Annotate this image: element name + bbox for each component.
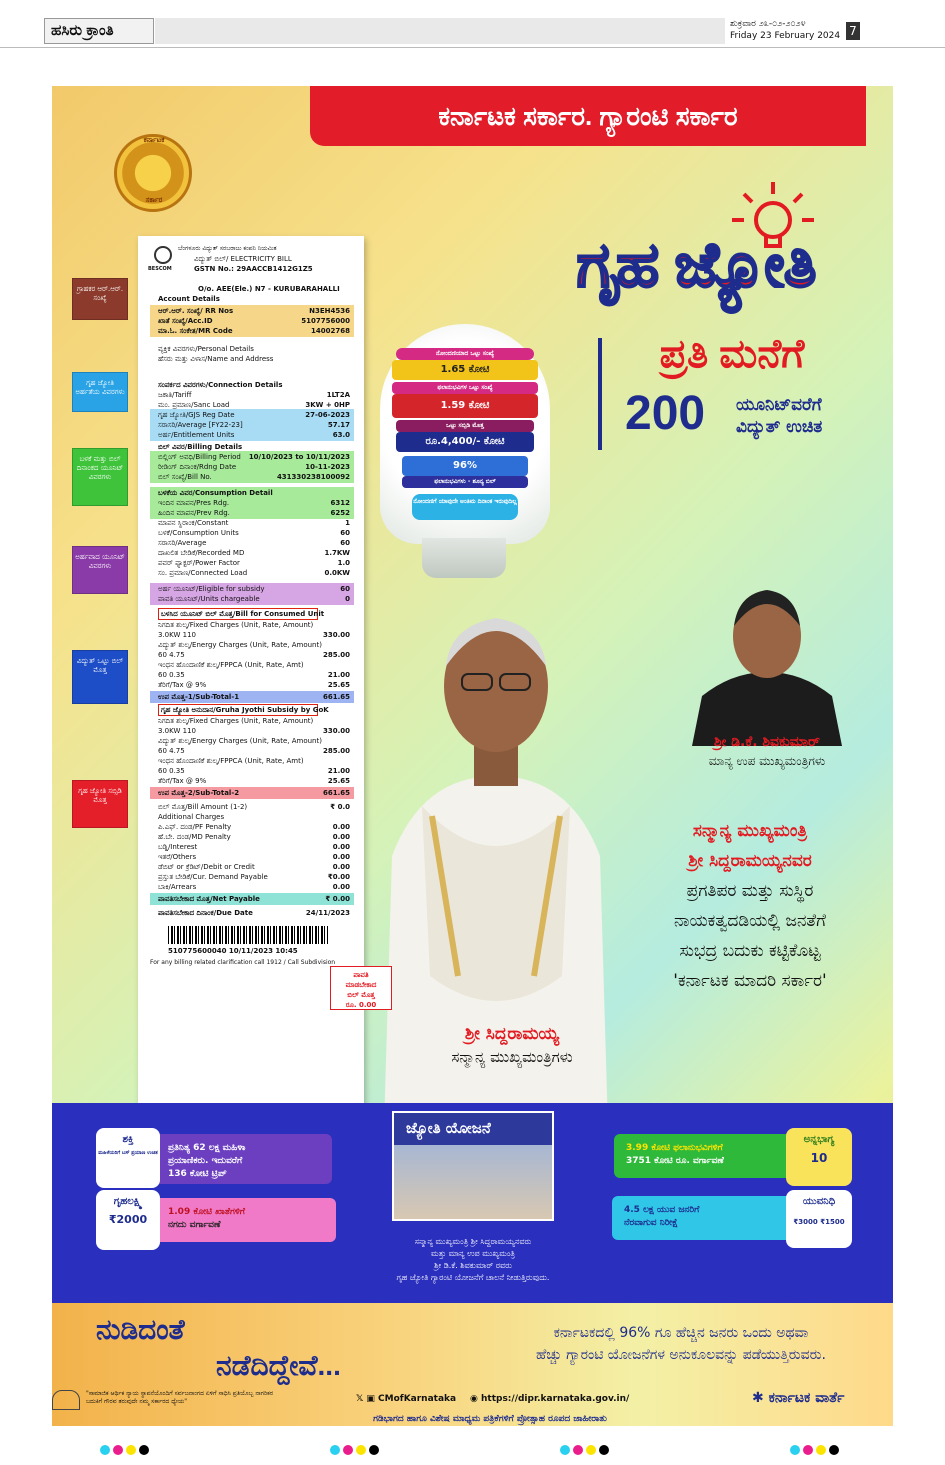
bill-heading: ಸಂಪರ್ಕದ ವಿವರಗಳು/Connection Details	[158, 381, 283, 389]
cyan-mark	[790, 1445, 800, 1455]
page-number: 7	[846, 22, 860, 40]
date-english: Friday 23 February 2024	[730, 31, 841, 41]
caption-line-3: ಶ್ರೀ ಡಿ.ಕೆ. ಶಿವಕುಮಾರ್ ರವರು	[434, 1261, 512, 1270]
slogan-line-2: ನಡೆದಿದ್ದೇವೆ...	[216, 1350, 341, 1381]
units-line-2: ವಿದ್ಯುತ್ ಉಚಿತ	[736, 417, 823, 437]
bill-row-label: ಜಕಾತಿ/Tariff	[158, 391, 192, 399]
gruhalakshmi-icon	[96, 1190, 160, 1250]
bill-row-value: 6312	[330, 499, 350, 507]
bill-row-value: N3EH4536	[309, 307, 350, 315]
bill-row-value: 57.17	[327, 421, 350, 429]
bill-row-label: ಇಂಧನ ಹೊಂದಾಣಿಕೆ ಶುಲ್ಕ/FPPCA (Unit, Rate, Amt)	[158, 661, 304, 669]
bill-row-label: ಬಿಲ್ ಮೊತ್ತ/Bill Amount (1-2)	[158, 803, 248, 811]
vidhana-soudha-icon	[52, 1390, 80, 1410]
magenta-mark	[573, 1445, 583, 1455]
yellow-mark	[816, 1445, 826, 1455]
bescom-logo-icon	[154, 246, 172, 264]
bill-row-label: ನಿಗದಿತ ಶುಲ್ಕ/Fixed Charges (Unit, Rate, Amount)	[158, 717, 314, 725]
masthead-strip	[155, 18, 725, 44]
slogan-line-1: ನುಡಿದಂತೆ	[96, 1314, 185, 1345]
x-icon: 𝕏 ▣	[356, 1394, 375, 1404]
yuva-icon-label: ಯುವನಿಧಿ	[802, 1196, 836, 1207]
bill-heading: ಬಳಸಿದ ಯೂನಿಟ್ ಬಿಲ್ ಮೊತ್ತ/Bill for Consumed Unit	[158, 608, 318, 620]
bill-row-label: ಹಿಂದಿನ ಮಾಪನ/Prev Rdg.	[158, 509, 230, 517]
bill-row-label: ಪ್ರಸ್ತುತ ಬೇಡಿಕೆ/Cur. Demand Payable	[158, 873, 268, 881]
coverage-text	[476, 1322, 886, 1366]
bill-row-value: 1.7KW	[324, 549, 350, 557]
bill-row-label: ಬಾಕಿ/Arrears	[158, 883, 197, 891]
deputy-cm-name: ಶ್ರೀ ಡಿ.ಕೆ. ಶಿವಕುಮಾರ್	[714, 734, 820, 750]
ad-footer	[30, 1390, 915, 1436]
deputy-cm-photo	[692, 576, 842, 746]
cm-role: ಸನ್ಮಾನ್ಯ ಮುಖ್ಯಮಂತ್ರಿಗಳು	[451, 1048, 573, 1066]
registration-marks-4	[790, 1440, 842, 1459]
bill-heading: ವ್ಯಕ್ತಿಕ ವಿವರಗಳು/Personal Details	[158, 345, 254, 353]
bill-heading: ಬಿಲ್ ವಿವರ/Billing Details	[158, 443, 243, 451]
bill-row-value: 63.0	[332, 431, 350, 439]
bill-row-value: 1.0	[337, 559, 350, 567]
bill-row-label: ವಿದ್ಯುತ್ ಶುಲ್ಕ/Energy Charges (Unit, Rate, Amount)	[158, 737, 322, 745]
photo-caption	[362, 1236, 584, 1284]
shakti-line-2: ಪ್ರಯಾಣಿಕರು. ಇದುವರೆಗೆ	[168, 1156, 243, 1166]
zero-bill-label: ಫಲಾನುಭವಿಗಳು - ಶೂನ್ಯ ಬಿಲ್	[402, 476, 528, 488]
bill-row-label: ಇಂಧನ ಹೊಂದಾಣಿಕೆ ಶುಲ್ಕ/FPPCA (Unit, Rate, Amt)	[158, 757, 304, 765]
seal-line-2: ಮಾಡಬೇಕಾದ	[345, 981, 377, 989]
bill-row-value: 21.00	[327, 767, 350, 775]
annotation-tag: ಗೃಹ ಜ್ಯೋತಿ ಅರ್ಹತೆಯ ವಿವರಗಳು	[72, 372, 128, 412]
cyan-mark	[100, 1445, 110, 1455]
lakshmi-line-2: ನಗದು ವರ್ಗಾವಣೆ	[168, 1220, 221, 1230]
bill-row-value: 3KW + 0HP	[305, 401, 350, 409]
subsidy-label: ಒಟ್ಟು ಸಬ್ಸಿಡಿ ಮೊತ್ತ	[396, 420, 534, 432]
black-mark	[139, 1445, 149, 1455]
registration-marks-2	[330, 1440, 382, 1459]
bill-row-label: ನಿಗದಿತ ಶುಲ್ಕ/Fixed Charges (Unit, Rate, Amount)	[158, 621, 314, 629]
message-line-6: 'ಕರ್ನಾಟಕ ಮಾದರಿ ಸರ್ಕಾರ'	[673, 971, 827, 991]
bill-row-value: 0.00	[332, 833, 350, 841]
bill-row-value: 60	[340, 539, 350, 547]
bill-row-value: 661.65	[322, 789, 350, 797]
payable-seal	[330, 966, 392, 1010]
caption-line-1: ಸನ್ಮಾನ್ಯ ಮುಖ್ಯಮಂತ್ರಿ ಶ್ರೀ ಸಿದ್ದರಾಮಯ್ಯನವರು	[414, 1237, 532, 1246]
bill-row-label: ಇತರೆ/Others	[158, 853, 197, 861]
yuva-line-2: ನೆರವಾಗುವ ನಿರೀಕ್ಷೆ	[624, 1218, 678, 1228]
website[interactable]	[470, 1394, 629, 1404]
barcode	[168, 926, 328, 944]
bill-row-label: ತೆರಿಗೆ/Tax @ 9%	[158, 777, 207, 785]
lakshmi-line-1: 1.09 ಕೋಟಿ ಖಾತೆಗಳಿಗೆ	[168, 1207, 245, 1217]
message-line-4: ನಾಯಕತ್ವದಡಿಯಲ್ಲಿ ಜನತೆಗೆ	[674, 911, 826, 931]
bill-row-label: ಉಪ ಮೊತ್ತ-1/Sub-Total-1	[158, 693, 240, 701]
magenta-mark	[803, 1445, 813, 1455]
yellow-mark	[586, 1445, 596, 1455]
seal-line-1: ಪಾವತಿ	[353, 971, 369, 979]
zero-bill-value: 96%	[402, 456, 528, 476]
bill-row-label: ಗೃಹ ಜ್ಯೋತಿ/GJS Reg Date	[158, 411, 235, 419]
anna-line-2: 3751 ಕೋಟಿ ರೂ. ವರ್ಗಾವಣೆ	[626, 1156, 724, 1166]
bill-row-value: 25.65	[327, 681, 350, 689]
bill-row-value: 285.00	[322, 651, 350, 659]
bill-heading: ಹೆಸರು ಮತ್ತು ವಿಳಾಸ/Name and Address	[158, 355, 274, 363]
coverage-line-1: ಕರ್ನಾಟಕದಲ್ಲಿ 96% ಗೂ ಹೆಚ್ಚಿನ ಜನರು ಒಂದು ಅಥವಾ	[553, 1325, 809, 1341]
shakti-icon-label: ಶಕ್ತಿ	[122, 1134, 134, 1145]
bill-row-label: ಸರಾಸರಿ/Average	[158, 539, 207, 547]
message-line-2: ಶ್ರೀ ಸಿದ್ದರಾಮಯ್ಯನವರ	[688, 851, 812, 871]
bill-row-value: 10/10/2023 to 10/11/2023	[248, 453, 350, 461]
annotation-tag: ವಿದ್ಯುತ್ ಒಟ್ಟು ಬಿಲ್ ಮೊತ್ತ	[72, 650, 128, 704]
bill-row-label: ಅರ್ಹ/Entitlement Units	[158, 431, 235, 439]
advertisement	[52, 86, 893, 1426]
emblem-text-top: ಕರ್ನಾಟಕ	[143, 136, 165, 144]
seal-line-3: ಬಿಲ್ ಮೊತ್ತ	[347, 991, 375, 999]
bill-row-value: 0.0KW	[324, 569, 350, 577]
bill-row-label: Additional Charges	[158, 813, 225, 821]
beneficiaries-value: 1.59 ಕೋಟಿ	[392, 394, 538, 418]
social-handle-text: CMofKarnataka	[378, 1394, 457, 1404]
bill-heading: ಬಳಕೆಯ ವಿವರ/Consumption Detail	[158, 489, 273, 497]
black-mark	[599, 1445, 609, 1455]
deputy-cm-role: ಮಾನ್ಯ ಉಪ ಮುಖ್ಯಮಂತ್ರಿಗಳು	[708, 754, 826, 768]
bill-gstn: GSTN No.: 29AACCB1412G1Z5	[194, 265, 313, 273]
annotation-tag: ಗ್ರಾಹಕರ ಆರ್.ಆರ್. ಸಂಖ್ಯೆ	[72, 278, 128, 320]
bill-row-label: 3.0KW 110	[158, 727, 196, 735]
shakti-icon	[96, 1128, 160, 1188]
bill-row-label: ದಾಖಲಿತ ಬೇಡಿಕೆ/Recorded MD	[158, 549, 245, 557]
bill-row-value: 330.00	[322, 727, 350, 735]
karnataka-varthe-logo	[752, 1390, 844, 1406]
bescom-logo-text: BESCOM	[148, 266, 172, 272]
photo-banner-text: ಜ್ಯೋತಿ ಯೋಜನೆ	[406, 1119, 491, 1137]
bill-row-label: ವಿದ್ಯುತ್ ಶುಲ್ಕ/Energy Charges (Unit, Rate, Amount)	[158, 641, 322, 649]
bill-row-label: ಪಾವತಿ ಯೂನಿಟ್/Units chargeable	[158, 595, 260, 603]
bill-row-value: 431330238100092	[276, 473, 350, 481]
bill-row-value: 10-11-2023	[305, 463, 350, 471]
message-line-3: ಪ್ರಗತಿಪರ ಮತ್ತು ಸುಸ್ಥಿರ	[686, 881, 814, 901]
shakti-line-1: ಪ್ರತಿನಿತ್ಯ 62 ಲಕ್ಷ ಮಹಿಳಾ	[168, 1143, 246, 1153]
yellow-mark	[126, 1445, 136, 1455]
annabhagya-icon	[786, 1128, 852, 1186]
registration-marks	[100, 1440, 152, 1459]
yellow-mark	[356, 1445, 366, 1455]
scheme-title: ಗೃಹ ಜ್ಯೋತಿ	[576, 231, 816, 300]
bill-row-label: ಡೆಬಿಟ್ or ಕ್ರೆಡಿಟ್/Debit or Credit	[158, 863, 255, 871]
message-line-5: ಸುಭದ್ರ ಬದುಕು ಕಟ್ಟಿಕೊಟ್ಟ	[679, 941, 821, 961]
bill-row-label: ಅರ್ಹ ಯೂನಿಟ್/Eligible for subsidy	[158, 585, 265, 593]
units-number: 200	[625, 387, 706, 440]
bill-row-value: 0.00	[332, 863, 350, 871]
bill-row-value: 0.00	[332, 823, 350, 831]
bill-row-label: 60 0.35	[158, 671, 185, 679]
globe-icon: ◉	[470, 1394, 478, 1404]
yuva-icon-sub: ₹3000 ₹1500	[793, 1218, 845, 1226]
no-deadline-label: ನೋಂದಣಿಗೆ ಯಾವುದೇ ಅಂತಿಮ ದಿನಾಂಕ ಇರುವುದಿಲ್ಲ	[412, 494, 518, 520]
black-mark	[369, 1445, 379, 1455]
bill-row-value: ₹ 0.0	[330, 803, 350, 811]
bill-row-value: 27-06-2023	[305, 411, 350, 419]
bill-header-1: ಬೆಂಗಳೂರು ವಿದ್ಯುತ್ ಸರಬರಾಜು ಕಂಪನಿ ನಿಯಮಿತ	[178, 245, 277, 252]
paper-name: ಹಸಿರು ಕ್ರಾಂತಿ	[44, 18, 154, 44]
date-kannada: ಶುಕ್ರವಾರ ೨೩-೦೨-೨೦೨೪	[730, 19, 806, 29]
tribute-message	[632, 816, 868, 996]
magenta-mark	[113, 1445, 123, 1455]
yuva-line-1: 4.5 ಲಕ್ಷ ಯುವ ಜನರಿಗೆ	[624, 1205, 700, 1215]
bill-row-label: ಇಂದಿನ ಮಾಪನ/Pres Rdg.	[158, 499, 230, 507]
bill-row-label: 60 4.75	[158, 747, 185, 755]
bill-row-value: ₹0.00	[327, 873, 350, 881]
yuvanidhi-icon	[786, 1190, 852, 1248]
per-house-text: ಪ್ರತಿ ಮನೆಗೆ	[659, 332, 805, 376]
cm-name: ಶ್ರೀ ಸಿದ್ದರಾಮಯ್ಯ	[464, 1024, 560, 1044]
bill-row-label: ಆರ್.ಆರ್. ಸಂಖ್ಯೆ/ RR Nos	[158, 307, 234, 315]
beneficiaries-label: ಫಲಾನುಭವಿಗಳ ಒಟ್ಟು ಸಂಖ್ಯೆ	[392, 382, 538, 394]
chief-minister-photo	[362, 556, 630, 1196]
bill-row-value: 60	[340, 529, 350, 537]
bill-row-value: 661.65	[322, 693, 350, 701]
bill-row-value: 14002768	[311, 327, 350, 335]
bill-row-value: 1LT2A	[326, 391, 350, 399]
bill-row-value: 6252	[330, 509, 350, 517]
bill-row-label: 60 4.75	[158, 651, 185, 659]
yuvanidhi-card	[612, 1196, 792, 1240]
caption-line-2: ಮತ್ತು ಮಾನ್ಯ ಉಪ ಮುಖ್ಯಮಂತ್ರಿ	[430, 1249, 516, 1258]
bill-row-value: 330.00	[322, 631, 350, 639]
bill-row-value: 0.00	[332, 883, 350, 891]
bill-row-value: 25.65	[327, 777, 350, 785]
bill-row-label: ರೀಡಿಂಗ್ ದಿನಾಂಕ/Rdng Date	[158, 463, 237, 471]
seal-line-4: ರೂ. 0.00	[345, 1001, 377, 1009]
bill-row-label: ಪಾವತಿಸಬೇಕಾದ ಮೊತ್ತ/Net Payable	[158, 895, 260, 903]
bill-row-value: 5107756000	[301, 317, 350, 325]
bill-row-label: ಬಿಲ್ ಸಂಖ್ಯೆ/Bill No.	[158, 473, 212, 481]
varthe-text: ಕರ್ನಾಟಕ ವಾರ್ತೆ	[768, 1390, 845, 1406]
bill-header-2: ವಿದ್ಯುತ್ ಬಿಲ್/ ELECTRICITY BILL	[194, 255, 292, 263]
footer-note: ಗಡಿಭಾಗದ ಹಾಗೂ ವಿಶೇಷ ಮಾಧ್ಯಮ ಪತ್ರಿಕೆಗಳಿಗೆ ಪ್ರೋತ್ಸಾಹ ರೂಪದ ಜಾಹೀರಾತು	[373, 1414, 607, 1424]
bill-row-value: 0.00	[332, 853, 350, 861]
units-line-1: ಯೂನಿಟ್‌ವರೆಗೆ	[736, 395, 822, 415]
annotation-tag: ಬಳಕೆ ಮತ್ತು ಬಿಲ್ ದಿನಾಂಕದ ಯೂನಿಟ್ ವಿವರಗಳು	[72, 448, 128, 506]
bill-row-value: 0	[345, 595, 350, 603]
black-mark	[829, 1445, 839, 1455]
bill-office: O/o. AEE(Ele.) N7 - KURUBARAHALLI	[198, 285, 340, 293]
message-line-1: ಸನ್ಮಾನ್ಯ ಮುಖ್ಯಮಂತ್ರಿ	[692, 821, 808, 841]
bill-heading: ಗೃಹ ಜ್ಯೋತಿ ಅನುದಾನ/Gruha Jyothi Subsidy by GoK	[158, 704, 318, 716]
launch-event-photo	[392, 1111, 554, 1221]
bill-row-value: ₹ 0.00	[325, 895, 350, 903]
bill-footer: For any billing related clarification call 1912 / Call Subdivision	[150, 959, 336, 966]
anna-icon-sub: 10	[810, 1151, 828, 1165]
bill-row-label: ಪಿ.ಎಫ್. ದಂಡ/PF Penalty	[158, 823, 232, 831]
anna-icon-label: ಅನ್ನಭಾಗ್ಯ	[803, 1134, 835, 1145]
bill-row-label: ಸರಾಸರಿ/Average [FY22-23]	[158, 421, 243, 429]
bill-row-label: ಮಾ.ಓ. ಸಂಕೇತ/MR Code	[158, 327, 233, 335]
masthead-date	[730, 18, 850, 42]
bill-row-label: ಹೆ.ಬೇ. ದಂಡ/MD Penalty	[158, 833, 231, 841]
anna-line-1: 3.99 ಕೋಟಿ ಫಲಾನುಭವಿಗಳಿಗೆ	[626, 1143, 723, 1153]
coverage-line-2: ಹೆಚ್ಚು ಗ್ಯಾರಂಟಿ ಯೋಜನೆಗಳ ಅನುಕೂಲವನ್ನು ಪಡೆಯುತ್ತಿರುವರು.	[536, 1347, 826, 1363]
slogan	[96, 1312, 416, 1384]
bill-row-label: ಮಾಪನ ಸ್ಥಿರಾಂಕ/Constant	[158, 519, 229, 527]
bill-row-label: 3.0KW 110	[158, 631, 196, 639]
annabhagya-card	[614, 1134, 794, 1178]
social-handle	[356, 1394, 456, 1404]
subsidy-value: ರೂ.4,400/- ಕೋಟಿ	[396, 432, 534, 452]
varthe-icon: ✱	[752, 1390, 764, 1406]
caption-line-4: ಗೃಹ ಜ್ಯೋತಿ ಗ್ಯಾರಂಟಿ ಯೋಜನೆಗೆ ಚಾಲನೆ ನೀಡುತ್ತಿರುವುದು.	[396, 1273, 550, 1282]
cyan-mark	[560, 1445, 570, 1455]
bill-row-value: 0.00	[332, 843, 350, 851]
registered-value: 1.65 ಕೋಟಿ	[392, 360, 538, 380]
bill-row-label: ಬಳಕೆ/Consumption Units	[158, 529, 239, 537]
cyan-mark	[330, 1445, 340, 1455]
footer-quote: "ಸಾಮಾಜಿಕ ಆರ್ಥಿಕ ನ್ಯಾಯ ಸ್ಥಾಪನೆಯೊಂದಿಗೆ ಸರ್ವಜನಾಂಗದ ಏಳಿಗೆ ಸಾಧಿಸಿ ಪ್ರತಿಯೊಬ್ಬ ನಾಗರಿಕರ ಬದುಕಿಗೆ ಗೌರವ ತರುವುದೇ ನಮ್ಮ ಸರ್ಕಾರದ ಧ್ಯೇಯ"	[86, 1390, 274, 1405]
bill-row-label: ಬಿಲ್ಲಿಂಗ್ ಅವಧಿ/Billing Period	[158, 453, 241, 461]
bill-row-value: 21.00	[327, 671, 350, 679]
bill-row-value: 60	[340, 585, 350, 593]
bill-row-value: 285.00	[322, 747, 350, 755]
bill-row-label: ಬಡ್ಡಿ/Interest	[158, 843, 198, 851]
bill-row-label: ಸಂ. ಪ್ರಮಾಣ/Connected Load	[158, 569, 248, 577]
bill-row-label: ಪಾವತಿಸಬೇಕಾದ ದಿನಾಂಕ/Due Date	[158, 909, 253, 917]
website-link[interactable]: https://dipr.karnataka.gov.in/	[481, 1394, 630, 1404]
emblem-text-bottom: ಸರ್ಕಾರ	[145, 196, 163, 204]
account-details-heading: Account Details	[158, 295, 220, 303]
bill-row-label: ತೆರಿಗೆ/Tax @ 9%	[158, 681, 207, 689]
units-text	[736, 394, 876, 438]
bill-row-label: ಪವರ್ ಫ್ಯಾಕ್ಟರ್/Power Factor	[158, 559, 240, 567]
headline-divider	[598, 338, 602, 450]
lakshmi-icon-label: ಗೃಹಲಕ್ಷ್ಮಿ	[113, 1196, 143, 1207]
registered-label: ನೋಂದಣಿಯಾದ ಒಟ್ಟು ಸಂಖ್ಯೆ	[396, 348, 534, 360]
registration-marks-3	[560, 1440, 612, 1459]
bill-row-label: 60 0.35	[158, 767, 185, 775]
magenta-mark	[343, 1445, 353, 1455]
lakshmi-icon-sub: ₹2000	[108, 1213, 148, 1226]
barcode-text: 510775600040 10/11/2023 10:45	[168, 947, 298, 955]
bill-row-label: ಉಪ ಮೊತ್ತ-2/Sub-Total-2	[158, 789, 240, 797]
bill-row-label: ಖಾತೆ ಸಂಖ್ಯೆ/Acc.ID	[158, 317, 213, 325]
shakti-icon-sub: ಮಹಿಳೆಯರಿಗೆ ಬಸ್ ಪ್ರಯಾಣ ಉಚಿತ	[98, 1150, 158, 1156]
annotation-tag: ಗೃಹ ಜ್ಯೋತಿ ಸಬ್ಸಿಡಿ ಮೊತ್ತ	[72, 780, 128, 828]
shakti-line-3: 136 ಕೋಟಿ ಟ್ರಿಪ್	[168, 1169, 227, 1179]
top-banner: ಕರ್ನಾಟಕ ಸರ್ಕಾರ. ಗ್ಯಾರಂಟಿ ಸರ್ಕಾರ	[310, 86, 866, 146]
bill-row-value: 1	[345, 519, 350, 527]
annotation-tag: ಅರ್ಹವಾದ ಯೂನಿಟ್ ವಿವರಗಳು	[72, 546, 128, 594]
bill-row-label: ಮಂ. ಪ್ರಮಾಣ/Sanc Load	[158, 401, 230, 409]
bill-row-value: 24/11/2023	[305, 909, 350, 917]
